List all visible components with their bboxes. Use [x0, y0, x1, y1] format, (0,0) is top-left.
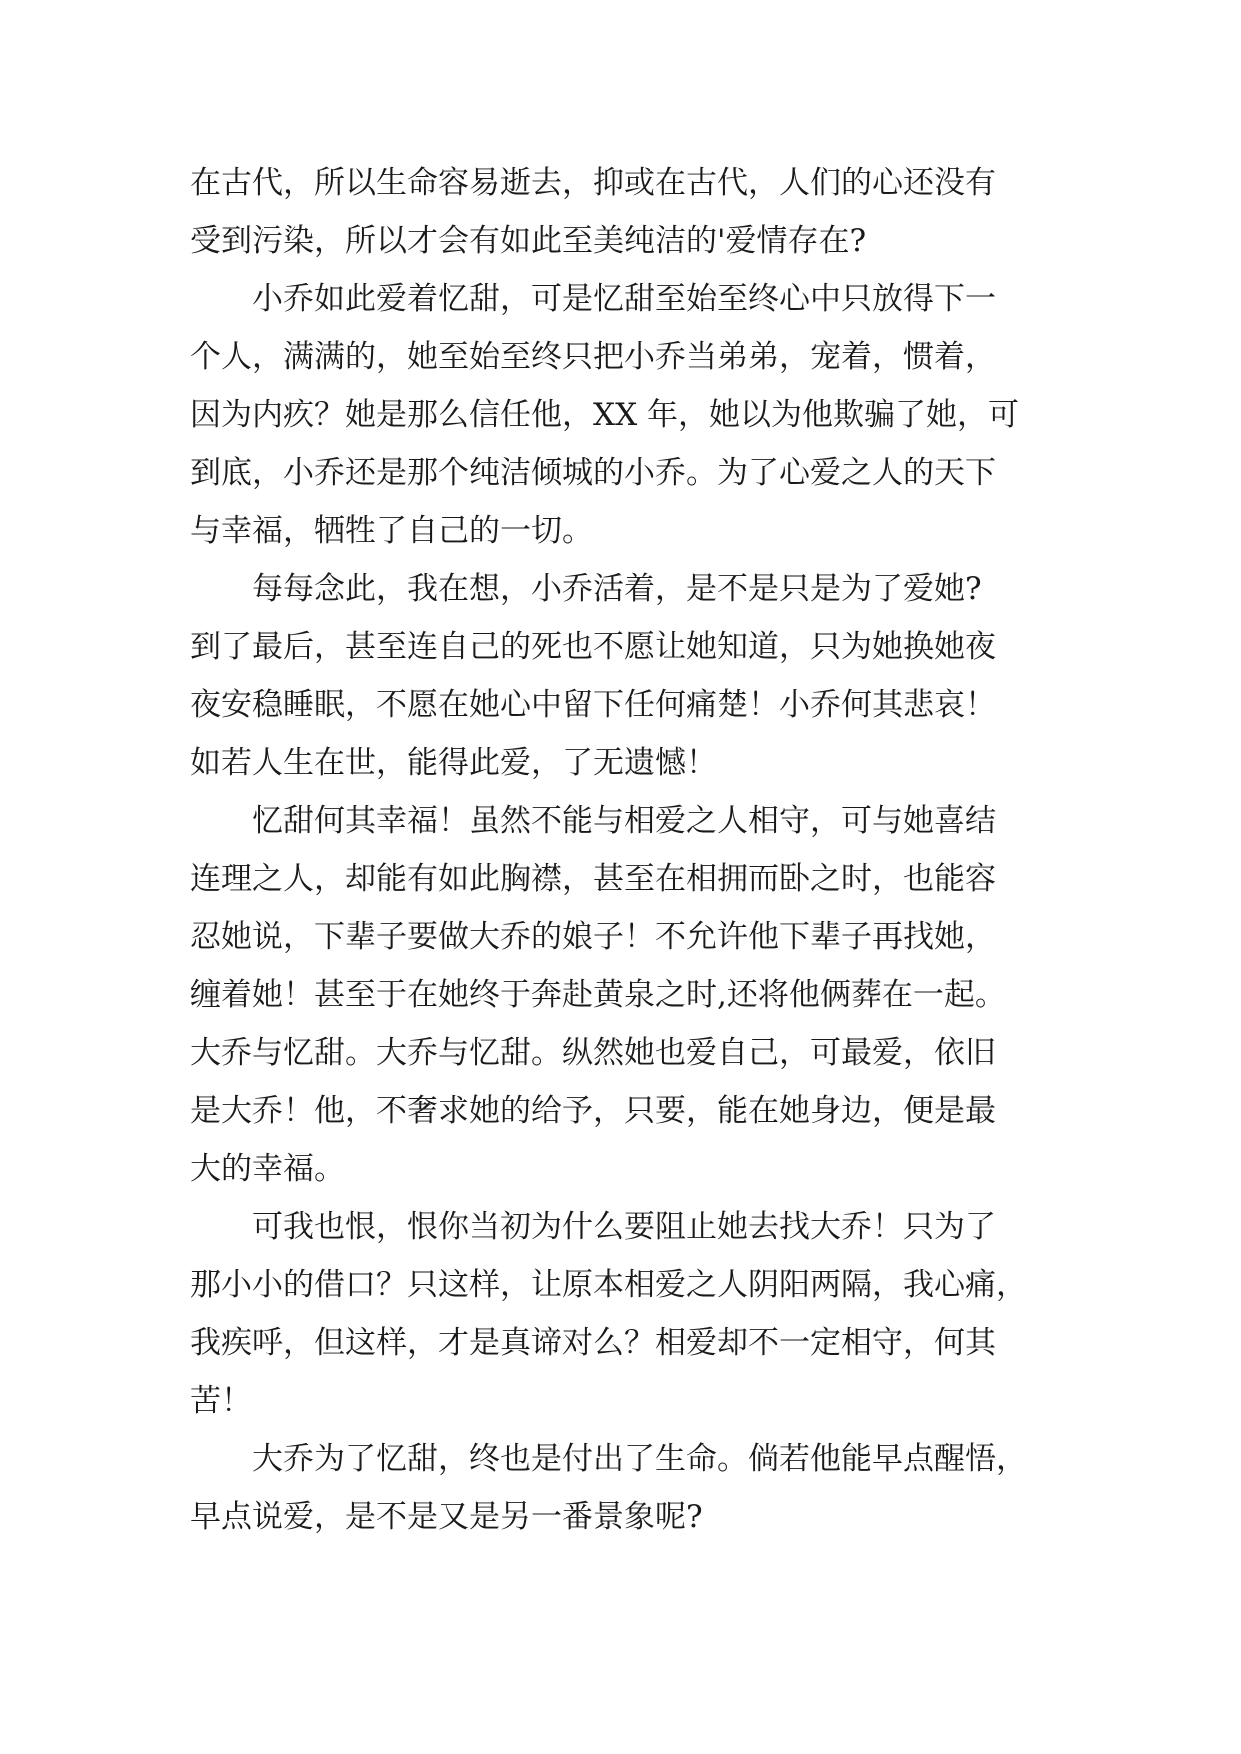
text-line: 连理之人，却能有如此胸襟，甚至在相拥而卧之时，也能容 [190, 861, 996, 897]
text-line: 到了最后，甚至连自己的死也不愿让她知道，只为她换她夜 [190, 629, 996, 665]
text-line: 大乔与忆甜。大乔与忆甜。纵然她也爱自己，可最爱，依旧 [190, 1035, 996, 1071]
paragraph-3 [190, 560, 1060, 792]
text-line: 是大乔！他，不奢求她的给予，只要，能在她身边，便是最 [190, 1093, 996, 1129]
article-body [190, 154, 1060, 1546]
text-line: 因为内疚？她是那么信任他，XX 年，她以为他欺骗了她，可 [190, 397, 1019, 433]
text-line: 那小小的借口？只这样，让原本相爱之人阴阳两隔，我心痛， [190, 1267, 1027, 1303]
text-line: 大乔为了忆甜，终也是付出了生命。倘若他能早点醒悟， [252, 1441, 1027, 1477]
text-line: 个人，满满的，她至始至终只把小乔当弟弟，宠着，惯着， [190, 339, 996, 375]
text-line: 忍她说，下辈子要做大乔的娘子！不允许他下辈子再找她， [190, 919, 996, 955]
text-line: 到底，小乔还是那个纯洁倾城的小乔。为了心爱之人的天下 [190, 455, 996, 491]
text-line: 夜安稳睡眠，不愿在她心中留下任何痛楚！小乔何其悲哀！ [190, 687, 996, 723]
text-line: 每每念此，我在想，小乔活着，是不是只是为了爱她? [252, 571, 982, 607]
text-line: 如若人生在世，能得此爱，了无遗憾！ [190, 745, 717, 781]
paragraph-1 [190, 154, 1060, 270]
text-line: 忆甜何其幸福！虽然不能与相爱之人相守，可与她喜结 [252, 803, 996, 839]
text-line: 可我也恨，恨你当初为什么要阻止她去找大乔！只为了 [252, 1209, 996, 1245]
paragraph-5 [190, 1198, 1060, 1430]
text-line: 我疾呼，但这样，才是真谛对么？相爱却不一定相守，何其 [190, 1325, 996, 1361]
text-line: 受到污染，所以才会有如此至美纯洁的'爱情存在? [190, 223, 867, 259]
text-line: 苦！ [190, 1383, 252, 1419]
text-line: 在古代，所以生命容易逝去，抑或在古代，人们的心还没有 [190, 165, 996, 201]
paragraph-6 [190, 1430, 1060, 1546]
text-line: 缠着她！甚至于在她终于奔赴黄泉之时,还将他俩葬在一起。 [190, 977, 1006, 1013]
paragraph-4 [190, 792, 1060, 1198]
text-line: 与幸福，牺牲了自己的一切。 [190, 513, 593, 549]
text-line: 小乔如此爱着忆甜，可是忆甜至始至终心中只放得下一 [252, 281, 996, 317]
paragraph-2 [190, 270, 1060, 560]
text-line: 大的幸福。 [190, 1151, 345, 1187]
text-line: 早点说爱，是不是又是另一番景象呢? [190, 1499, 703, 1535]
